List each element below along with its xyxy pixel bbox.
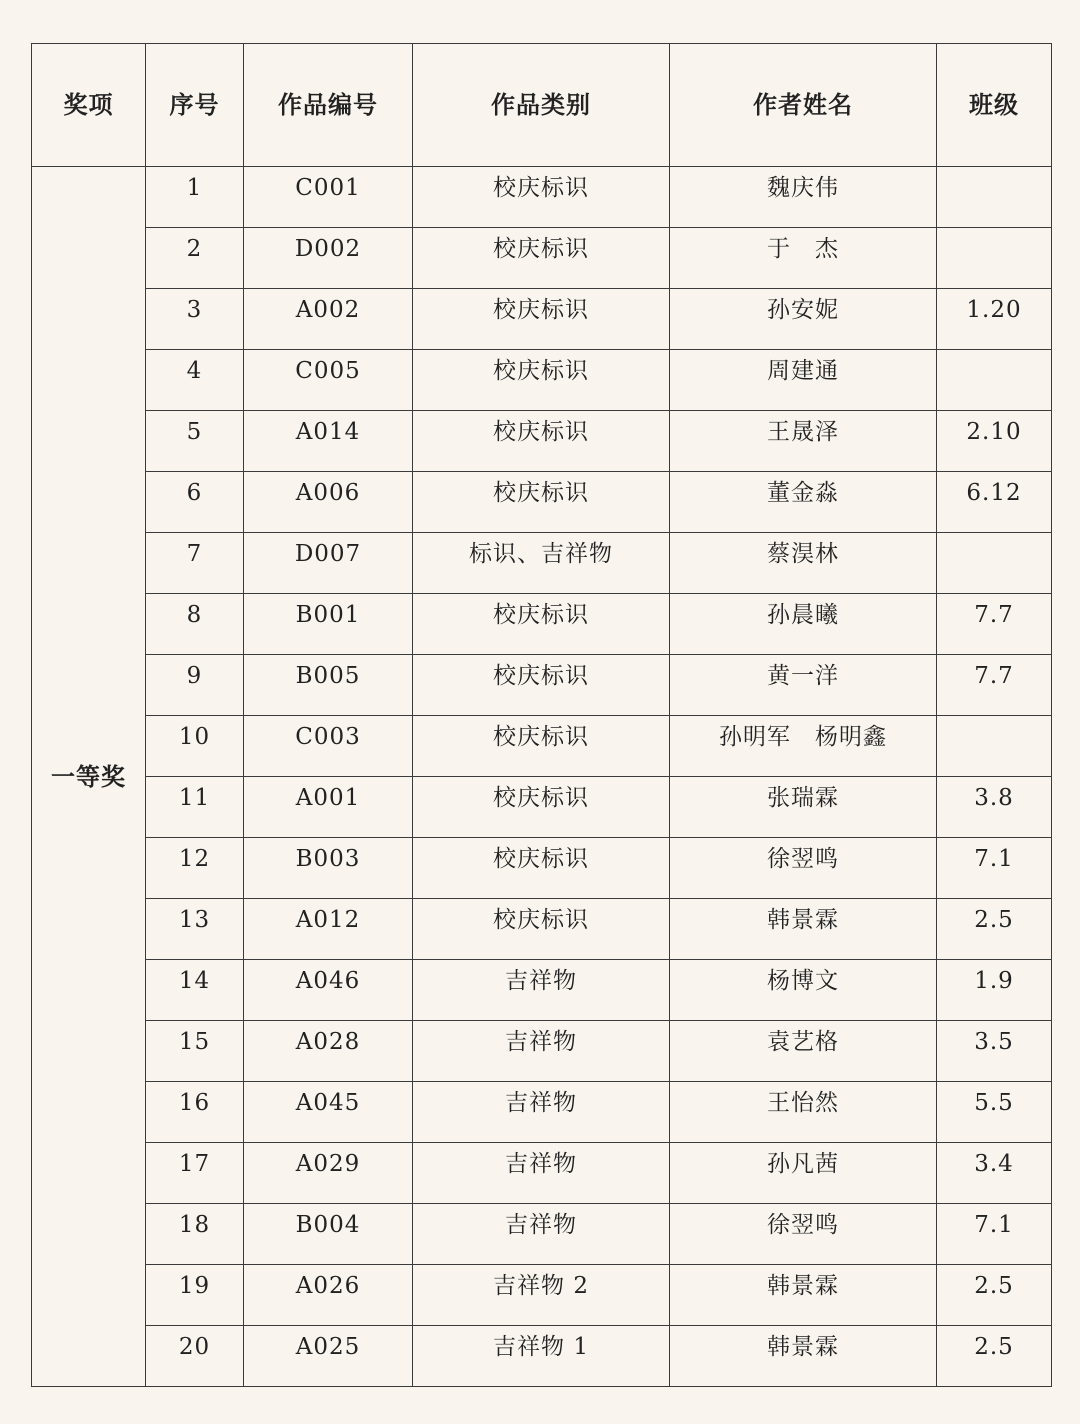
class-cell	[937, 594, 1052, 655]
serial-number-cell-text: 9	[186, 663, 203, 689]
header-author-name: 作者姓名	[670, 44, 937, 167]
work-category-cell	[413, 472, 670, 533]
table-body	[32, 167, 1052, 1387]
work-code-cell	[244, 350, 413, 411]
work-code-cell	[244, 655, 413, 716]
author-name-cell	[670, 1021, 937, 1082]
serial-number-cell	[146, 777, 244, 838]
serial-number-cell-text: 13	[178, 907, 211, 933]
serial-number-cell-text: 10	[178, 724, 211, 750]
table-row	[32, 777, 1052, 838]
class-cell-text: 2.5	[974, 1334, 1014, 1360]
work-code-cell	[244, 1265, 413, 1326]
work-category-cell	[413, 838, 670, 899]
work-code-cell-text: D007	[294, 541, 362, 567]
author-name-cell-text: 黄一洋	[767, 663, 839, 689]
work-code-cell	[244, 533, 413, 594]
class-cell-text: 3.8	[974, 785, 1014, 811]
class-cell	[937, 1265, 1052, 1326]
class-cell-text: 3.5	[974, 1029, 1014, 1055]
class-cell	[937, 411, 1052, 472]
serial-number-cell-text: 19	[178, 1273, 211, 1299]
work-code-cell-text: B004	[295, 1212, 361, 1238]
serial-number-cell-text: 1	[186, 175, 203, 201]
work-category-cell	[413, 167, 670, 228]
author-name-cell	[670, 1326, 937, 1387]
serial-number-cell	[146, 899, 244, 960]
class-cell-text: 2.5	[974, 1273, 1014, 1299]
work-category-cell	[413, 594, 670, 655]
class-cell	[937, 1326, 1052, 1387]
class-cell-text: 7.7	[974, 663, 1014, 689]
work-code-cell-text: A001	[295, 785, 361, 811]
work-category-cell-text: 校庆标识	[493, 846, 589, 872]
author-name-cell-text: 张瑞霖	[767, 785, 839, 811]
work-category-cell-text: 校庆标识	[493, 175, 589, 201]
work-category-cell-text: 吉祥物	[505, 1029, 577, 1055]
award-sheet	[31, 43, 1052, 1387]
author-name-cell-text: 孙安妮	[767, 297, 839, 323]
author-name-cell-text: 孙晨曦	[767, 602, 839, 628]
work-category-cell	[413, 533, 670, 594]
class-cell	[937, 655, 1052, 716]
work-code-cell-text: A028	[295, 1029, 361, 1055]
work-code-cell	[244, 960, 413, 1021]
author-name-cell	[670, 533, 937, 594]
serial-number-cell	[146, 655, 244, 716]
serial-number-cell-text: 6	[186, 480, 203, 506]
work-category-cell	[413, 655, 670, 716]
serial-number-cell	[146, 716, 244, 777]
work-category-cell-text: 吉祥物	[505, 968, 577, 994]
table-row	[32, 716, 1052, 777]
work-code-cell	[244, 838, 413, 899]
author-name-cell-text: 韩景霖	[767, 907, 839, 933]
table-row	[32, 1265, 1052, 1326]
serial-number-cell-text: 18	[178, 1212, 211, 1238]
work-code-cell-text: B005	[295, 663, 361, 689]
work-code-cell-text: A029	[295, 1151, 361, 1177]
author-name-cell	[670, 899, 937, 960]
class-cell	[937, 716, 1052, 777]
work-code-cell-text: A025	[295, 1334, 361, 1360]
header-serial-number: 序号	[146, 44, 244, 167]
class-cell-text	[937, 228, 1051, 238]
class-cell-text: 7.1	[974, 846, 1014, 872]
serial-number-cell-text: 16	[178, 1090, 211, 1116]
class-cell-text: 2.5	[974, 907, 1014, 933]
work-code-cell-text: A002	[295, 297, 361, 323]
author-name-cell-text: 周建通	[767, 358, 839, 384]
table-row	[32, 1204, 1052, 1265]
table-row	[32, 472, 1052, 533]
work-code-cell-text: C005	[295, 358, 361, 384]
work-code-cell-text: B003	[295, 846, 361, 872]
work-code-cell-text: A014	[295, 419, 361, 445]
author-name-cell	[670, 167, 937, 228]
work-category-cell-text: 吉祥物 1	[493, 1334, 589, 1360]
work-code-cell	[244, 1326, 413, 1387]
serial-number-cell	[146, 1021, 244, 1082]
serial-number-cell	[146, 1326, 244, 1387]
author-name-cell-text: 杨博文	[767, 968, 839, 994]
work-category-cell	[413, 716, 670, 777]
table-row	[32, 1143, 1052, 1204]
class-cell	[937, 777, 1052, 838]
header-work-category: 作品类别	[413, 44, 670, 167]
work-category-cell	[413, 899, 670, 960]
author-name-cell-text: 韩景霖	[767, 1273, 839, 1299]
class-cell	[937, 899, 1052, 960]
table-row	[32, 289, 1052, 350]
table-row	[32, 960, 1052, 1021]
work-code-cell	[244, 289, 413, 350]
work-category-cell	[413, 1326, 670, 1387]
serial-number-cell	[146, 1143, 244, 1204]
author-name-cell-text: 徐翌鸣	[767, 1212, 839, 1238]
work-category-cell	[413, 411, 670, 472]
table-row	[32, 167, 1052, 228]
work-code-cell	[244, 716, 413, 777]
table-row	[32, 594, 1052, 655]
work-category-cell	[413, 777, 670, 838]
work-code-cell	[244, 1204, 413, 1265]
work-category-cell	[413, 228, 670, 289]
work-code-cell	[244, 1021, 413, 1082]
serial-number-cell-text: 8	[186, 602, 203, 628]
work-category-cell-text: 校庆标识	[493, 663, 589, 689]
header-class: 班级	[937, 44, 1052, 167]
work-code-cell-text: D002	[294, 236, 362, 262]
work-category-cell	[413, 1143, 670, 1204]
author-name-cell	[670, 838, 937, 899]
class-cell	[937, 228, 1052, 289]
work-code-cell-text: A026	[295, 1273, 361, 1299]
work-category-cell-text: 吉祥物	[505, 1151, 577, 1177]
class-cell	[937, 289, 1052, 350]
author-name-cell	[670, 472, 937, 533]
author-name-cell-text: 袁艺格	[767, 1029, 839, 1055]
author-name-cell-text: 于 杰	[767, 236, 839, 262]
work-category-cell-text: 校庆标识	[493, 419, 589, 445]
table-row	[32, 1021, 1052, 1082]
work-code-cell	[244, 1143, 413, 1204]
class-cell-text: 7.7	[974, 602, 1014, 628]
work-category-cell	[413, 350, 670, 411]
author-name-cell	[670, 594, 937, 655]
serial-number-cell-text: 15	[178, 1029, 211, 1055]
work-code-cell-text: B001	[295, 602, 361, 628]
work-category-cell-text: 吉祥物	[505, 1212, 577, 1238]
serial-number-cell	[146, 1082, 244, 1143]
author-name-cell	[670, 716, 937, 777]
author-name-cell	[670, 1265, 937, 1326]
serial-number-cell	[146, 1265, 244, 1326]
work-category-cell	[413, 1021, 670, 1082]
work-code-cell-text: A006	[295, 480, 361, 506]
class-cell	[937, 1082, 1052, 1143]
work-category-cell	[413, 1204, 670, 1265]
serial-number-cell	[146, 411, 244, 472]
award-level-cell: 一等奖	[32, 167, 146, 1387]
table-row	[32, 899, 1052, 960]
table-row	[32, 411, 1052, 472]
serial-number-cell-text: 7	[186, 541, 203, 567]
class-cell	[937, 1143, 1052, 1204]
work-category-cell-text: 标识、吉祥物	[469, 541, 613, 567]
work-category-cell-text: 吉祥物	[505, 1090, 577, 1116]
table-row	[32, 228, 1052, 289]
work-category-cell	[413, 289, 670, 350]
class-cell-text	[937, 167, 1051, 177]
serial-number-cell-text: 3	[186, 297, 203, 323]
work-code-cell-text: C001	[295, 175, 361, 201]
class-cell-text	[937, 533, 1051, 543]
class-cell-text: 7.1	[974, 1212, 1014, 1238]
author-name-cell	[670, 350, 937, 411]
author-name-cell	[670, 960, 937, 1021]
work-code-cell	[244, 472, 413, 533]
work-category-cell-text: 校庆标识	[493, 907, 589, 933]
author-name-cell	[670, 228, 937, 289]
serial-number-cell	[146, 838, 244, 899]
header-row	[32, 44, 1052, 167]
author-name-cell	[670, 1082, 937, 1143]
work-category-cell	[413, 960, 670, 1021]
table-row	[32, 350, 1052, 411]
serial-number-cell	[146, 594, 244, 655]
serial-number-cell	[146, 1204, 244, 1265]
serial-number-cell-text: 11	[178, 785, 211, 811]
class-cell-text: 6.12	[966, 480, 1022, 506]
class-cell-text	[937, 350, 1051, 360]
work-category-cell-text: 吉祥物 2	[493, 1273, 589, 1299]
author-name-cell	[670, 777, 937, 838]
class-cell	[937, 167, 1052, 228]
work-category-cell	[413, 1082, 670, 1143]
serial-number-cell-text: 4	[186, 358, 203, 384]
work-category-cell	[413, 1265, 670, 1326]
serial-number-cell-text: 17	[178, 1151, 211, 1177]
author-name-cell-text: 蔡淏林	[767, 541, 839, 567]
class-cell	[937, 1021, 1052, 1082]
class-cell	[937, 350, 1052, 411]
header-work-code: 作品编号	[244, 44, 413, 167]
class-cell	[937, 533, 1052, 594]
author-name-cell-text: 王晟泽	[767, 419, 839, 445]
work-category-cell-text: 校庆标识	[493, 236, 589, 262]
author-name-cell-text: 韩景霖	[767, 1334, 839, 1360]
work-category-cell-text: 校庆标识	[493, 724, 589, 750]
serial-number-cell	[146, 472, 244, 533]
work-code-cell	[244, 1082, 413, 1143]
work-code-cell-text: A045	[295, 1090, 361, 1116]
work-category-cell-text: 校庆标识	[493, 602, 589, 628]
work-code-cell	[244, 228, 413, 289]
work-code-cell	[244, 411, 413, 472]
award-table	[31, 43, 1052, 1387]
serial-number-cell	[146, 289, 244, 350]
class-cell	[937, 838, 1052, 899]
serial-number-cell-text: 12	[178, 846, 211, 872]
class-cell	[937, 472, 1052, 533]
author-name-cell	[670, 1204, 937, 1265]
table-row	[32, 655, 1052, 716]
work-code-cell-text: C003	[295, 724, 361, 750]
serial-number-cell-text: 5	[186, 419, 203, 445]
table-row	[32, 838, 1052, 899]
serial-number-cell	[146, 350, 244, 411]
class-cell-text: 1.9	[974, 968, 1014, 994]
class-cell	[937, 960, 1052, 1021]
work-code-cell	[244, 167, 413, 228]
author-name-cell-text: 魏庆伟	[767, 175, 839, 201]
author-name-cell-text: 徐翌鸣	[767, 846, 839, 872]
serial-number-cell-text: 14	[178, 968, 211, 994]
author-name-cell-text: 孙明军 杨明鑫	[719, 724, 887, 750]
serial-number-cell	[146, 228, 244, 289]
table-row	[32, 533, 1052, 594]
author-name-cell-text: 董金淼	[767, 480, 839, 506]
class-cell-text: 3.4	[974, 1151, 1014, 1177]
author-name-cell	[670, 289, 937, 350]
work-category-cell-text: 校庆标识	[493, 480, 589, 506]
class-cell	[937, 1204, 1052, 1265]
author-name-cell-text: 王怡然	[767, 1090, 839, 1116]
work-code-cell	[244, 899, 413, 960]
serial-number-cell	[146, 960, 244, 1021]
table-row	[32, 1082, 1052, 1143]
work-category-cell-text: 校庆标识	[493, 297, 589, 323]
author-name-cell	[670, 411, 937, 472]
work-category-cell-text: 校庆标识	[493, 785, 589, 811]
work-category-cell-text: 校庆标识	[493, 358, 589, 384]
table-row	[32, 1326, 1052, 1387]
serial-number-cell-text: 20	[178, 1334, 211, 1360]
serial-number-cell-text: 2	[186, 236, 203, 262]
work-code-cell-text: A012	[295, 907, 361, 933]
class-cell-text	[937, 716, 1051, 726]
author-name-cell	[670, 1143, 937, 1204]
serial-number-cell	[146, 533, 244, 594]
work-code-cell-text: A046	[295, 968, 361, 994]
class-cell-text: 1.20	[966, 297, 1022, 323]
author-name-cell	[670, 655, 937, 716]
class-cell-text: 5.5	[974, 1090, 1014, 1116]
author-name-cell-text: 孙凡茜	[767, 1151, 839, 1177]
work-code-cell	[244, 777, 413, 838]
class-cell-text: 2.10	[966, 419, 1022, 445]
serial-number-cell	[146, 167, 244, 228]
work-code-cell	[244, 594, 413, 655]
header-award: 奖项	[32, 44, 146, 167]
